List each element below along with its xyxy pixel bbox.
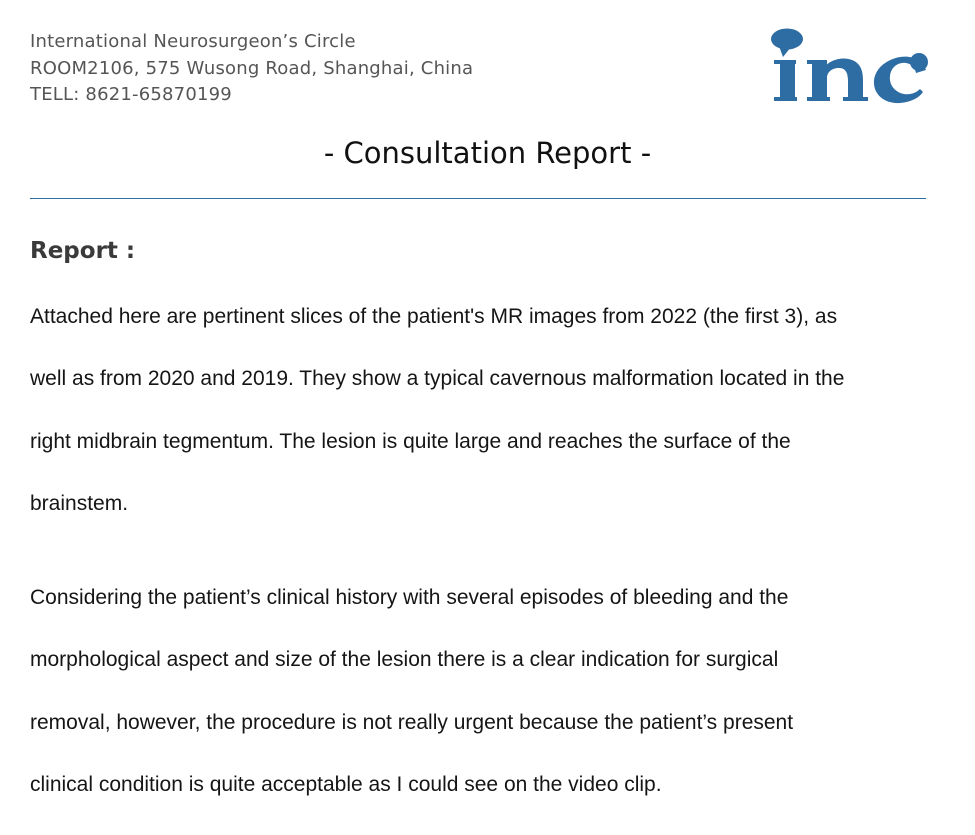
report-paragraph-1 xyxy=(30,305,950,554)
paragraph-line: clinical condition is quite acceptable as I could see on the video clip. xyxy=(30,772,662,796)
paragraph-line: removal, however, the procedure is not really urgent because the patient’s present xyxy=(30,710,794,734)
paragraph-line: brainstem. xyxy=(30,491,129,515)
paragraph-line: well as from 2020 and 2019. They show a typical cavernous malformation located in the xyxy=(30,367,845,391)
organization-info xyxy=(30,29,473,109)
organization-name: International Neurosurgeon’s Circle xyxy=(30,31,356,52)
header-divider xyxy=(30,198,926,199)
report-title: - Consultation Report - xyxy=(323,136,652,170)
paragraph-line: morphological aspect and size of the lesion there is a clear indication for surgical xyxy=(30,648,779,672)
paragraph-line: Attached here are pertinent slices of the patient's MR images from 2022 (the first 3), as xyxy=(30,305,838,328)
report-paragraph-2 xyxy=(30,586,950,835)
paragraph-line: Considering the patient’s clinical history with several episodes of bleeding and the xyxy=(30,586,789,609)
paragraph-line: right midbrain tegmentum. The lesion is quite large and reaches the surface of the xyxy=(30,429,791,453)
organization-phone: TELL: 8621-65870199 xyxy=(30,84,232,105)
section-heading-report: Report : xyxy=(30,238,136,264)
organization-address: ROOM2106, 575 Wusong Road, Shanghai, China xyxy=(30,57,474,79)
inc-logo xyxy=(770,26,936,106)
